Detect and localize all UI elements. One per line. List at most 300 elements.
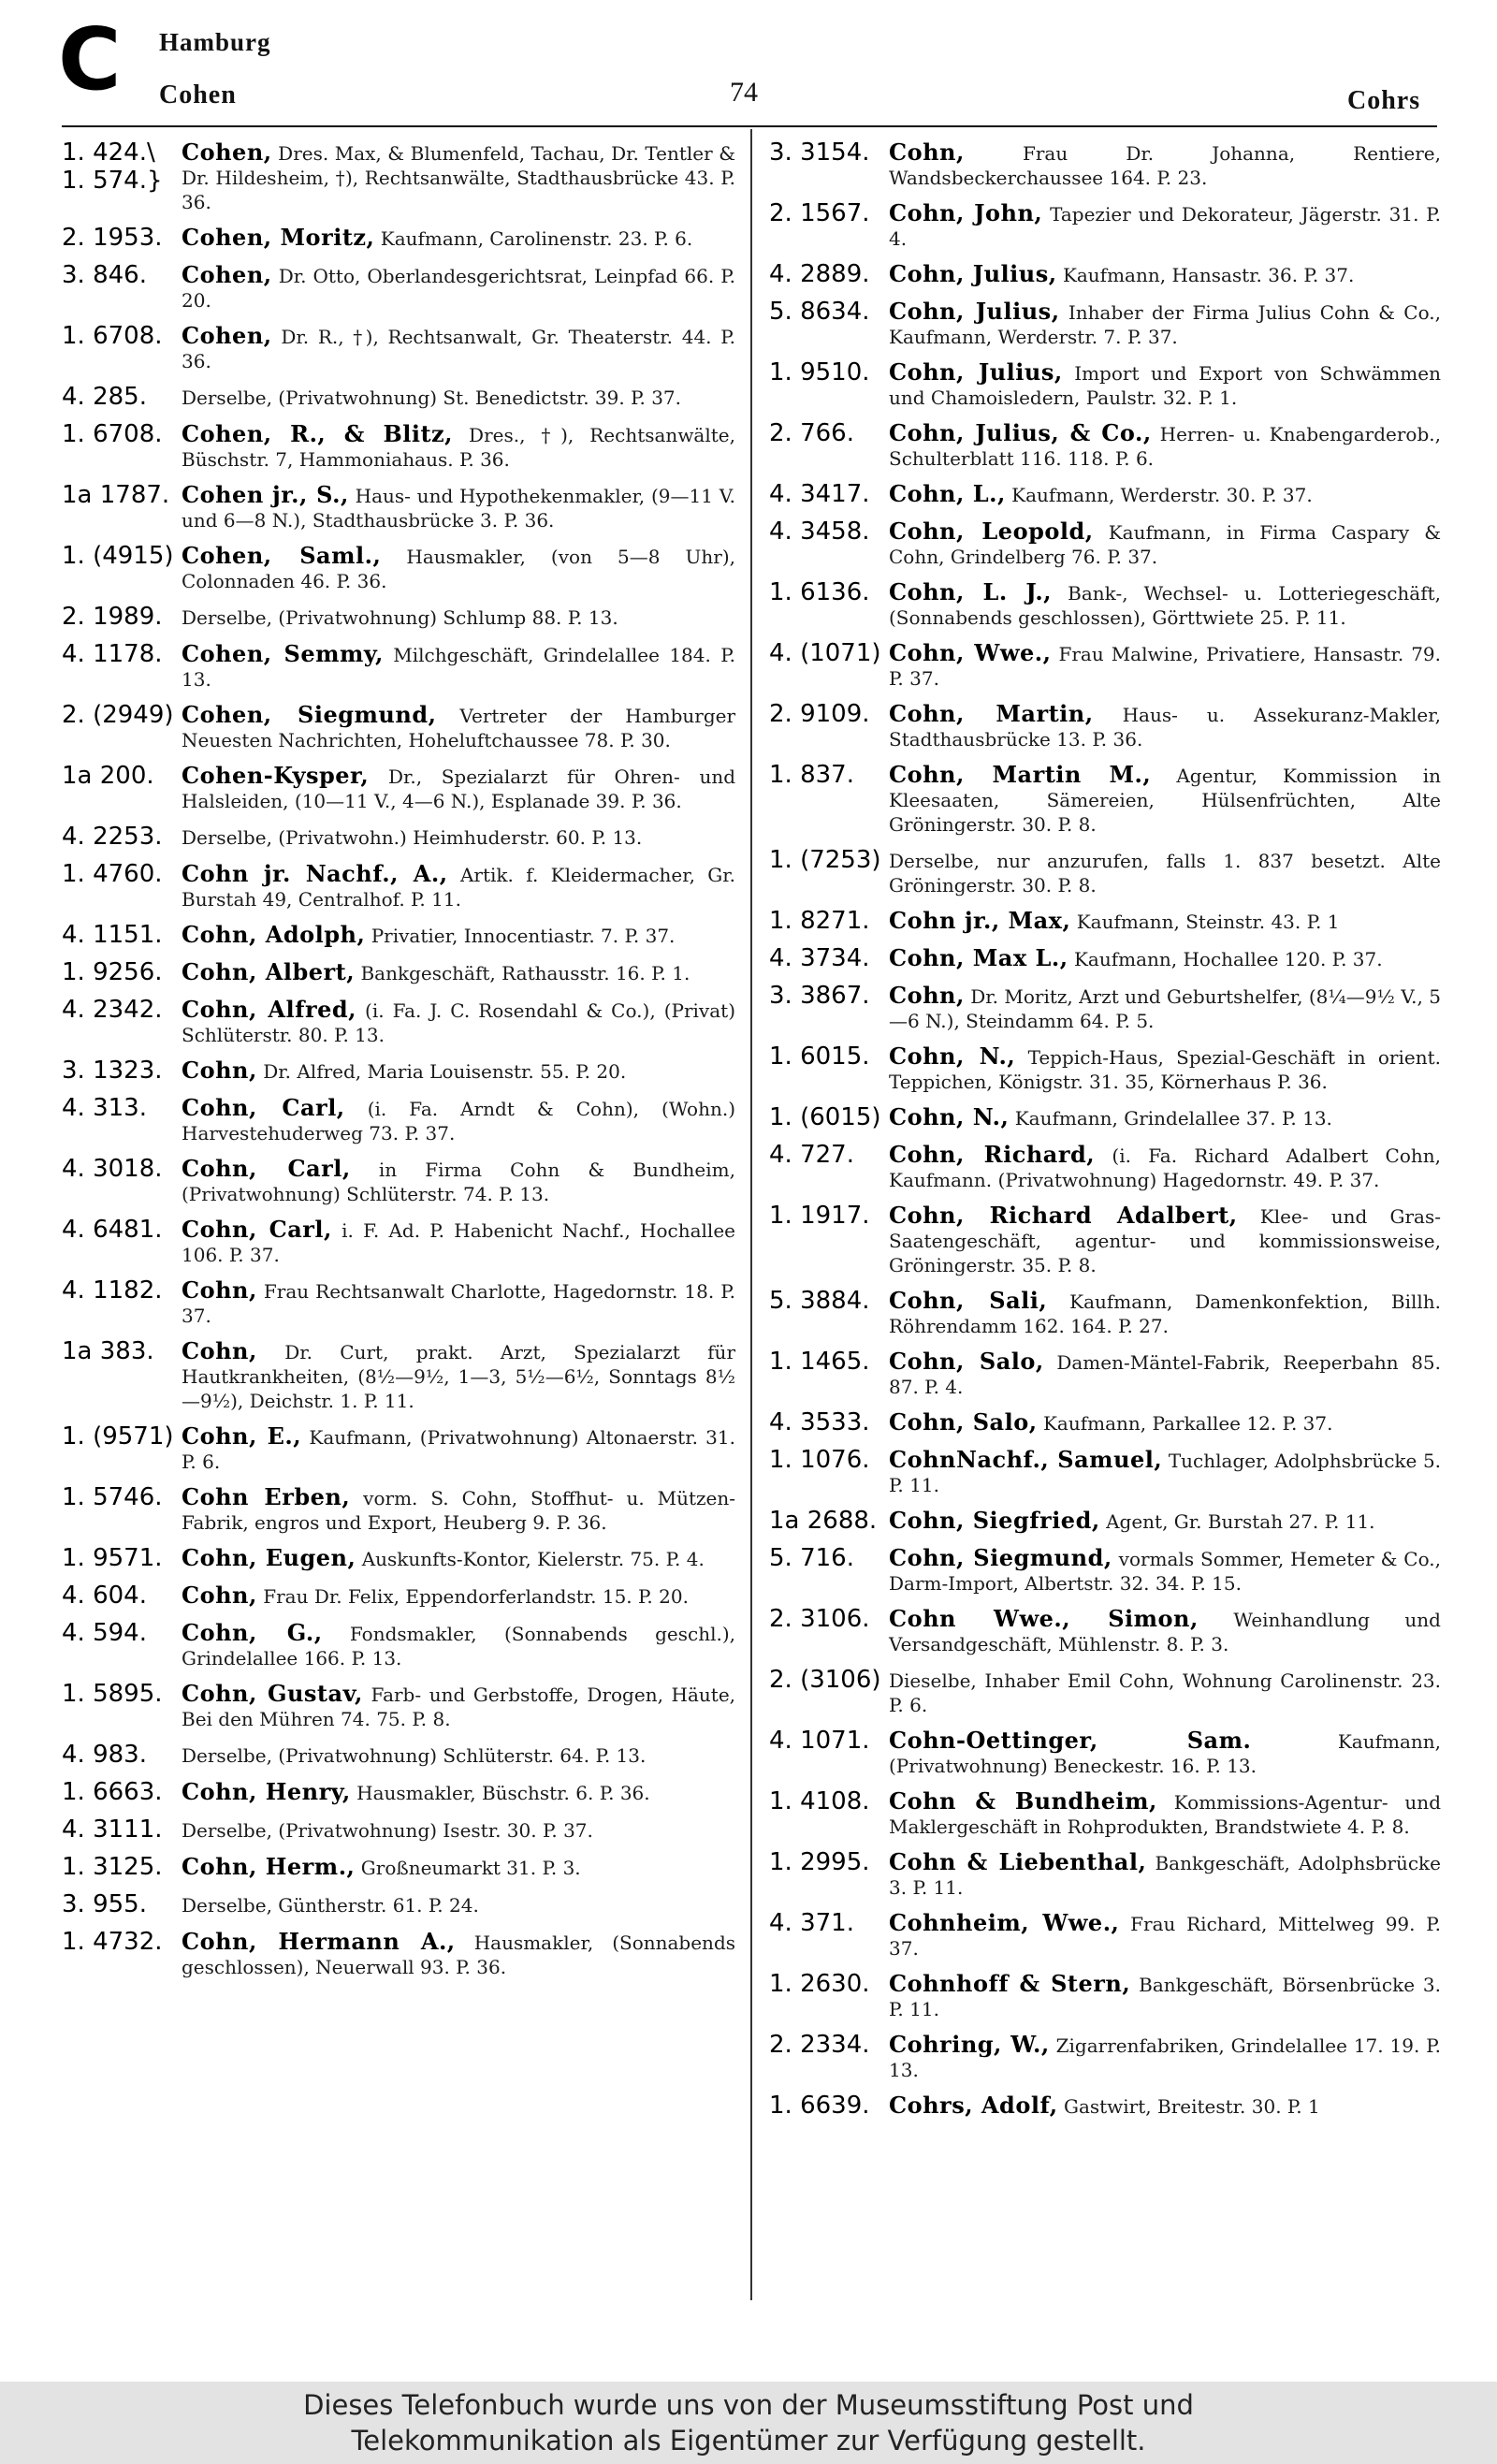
- entry-text: [182, 1276, 735, 1328]
- entry-text: [182, 1853, 735, 1880]
- phone-number: 1. 424.\ 1. 574.}: [62, 139, 163, 195]
- entry-name: Cohn & Bundheim,: [889, 1787, 1157, 1815]
- phone-number: 1. 837.: [769, 761, 854, 789]
- entry-detail: Inhaber der Firma Julius Cohn & Co., Kaufmann, Werderstr. 7. P. 37.: [889, 301, 1441, 348]
- directory-entry: [62, 1216, 735, 1267]
- directory-entry: [62, 603, 735, 631]
- entry-name: Cohn, Richard,: [889, 1141, 1096, 1168]
- directory-entry: [62, 383, 735, 411]
- directory-entry: [769, 139, 1441, 190]
- directory-entry: [769, 480, 1441, 508]
- entry-name: Cohn, Gustav,: [182, 1680, 363, 1707]
- phone-number: 2. (3106): [769, 1666, 881, 1694]
- phone-number: 1. 2995.: [769, 1848, 870, 1876]
- entry-detail: Damen-Mäntel-Fabrik, Reeperbahn 85. 87. P. 4.: [889, 1351, 1441, 1398]
- entry-detail: Import und Export von Schwämmen und Chamoisledern, Paulstr. 32. P. 1.: [889, 362, 1441, 409]
- entry-name: Cohen,: [182, 139, 272, 166]
- phone-number: 1. 9571.: [62, 1544, 163, 1572]
- entry-text: [182, 1094, 735, 1145]
- entry-text: [182, 1216, 735, 1267]
- entry-detail: Kaufmann, Steinstr. 43. P. 1: [1076, 911, 1340, 933]
- entry-detail: Dieselbe, Inhaber Emil Cohn, Wohnung Carolinenstr. 23. P. 6.: [889, 1669, 1441, 1716]
- entry-text: [182, 383, 735, 410]
- entry-name: Cohn-Oettinger, Sam.: [889, 1727, 1252, 1754]
- entry-detail: Kaufmann, Werderstr. 30. P. 37.: [1011, 484, 1313, 506]
- entry-text: [182, 542, 735, 593]
- entry-text: [182, 640, 735, 692]
- entry-text: [889, 480, 1441, 507]
- entry-text: [889, 944, 1441, 971]
- phone-number: 1. 5895.: [62, 1680, 163, 1708]
- phone-number: 2. 1567.: [769, 199, 870, 227]
- entry-detail: Tapezier und Dekorateur, Jägerstr. 31. P. 4.: [889, 203, 1441, 250]
- entry-text: [889, 578, 1441, 630]
- entry-detail: Bankgeschäft, Rathausstr. 16. P. 1.: [360, 962, 690, 984]
- phone-number: 4. 3111.: [62, 1815, 163, 1844]
- entry-name: Cohn, Leopold,: [889, 518, 1094, 545]
- entry-detail: Bankgeschäft, Adolphsbrücke 3. P. 11.: [889, 1852, 1441, 1899]
- phone-number: 1. (6015): [769, 1103, 881, 1131]
- header-rule: [62, 125, 1437, 127]
- entry-name: Cohn,: [182, 1582, 257, 1609]
- directory-entry: [769, 761, 1441, 837]
- entry-detail: Derselbe, (Privatwohnung) Isestr. 30. P. 37.: [182, 1819, 593, 1842]
- entry-name: Cohn, Julius,: [889, 358, 1063, 386]
- entry-text: [889, 358, 1441, 410]
- entry-name: Cohn, Richard Adalbert,: [889, 1202, 1238, 1229]
- phone-number: 1. (9571): [62, 1422, 174, 1451]
- phone-number: 4. 1151.: [62, 921, 163, 949]
- directory-entry: [62, 1422, 735, 1474]
- entry-name: Cohn jr. Nachf., A.,: [182, 860, 448, 887]
- phone-number: 1. 9256.: [62, 958, 163, 986]
- directory-entry: [769, 1507, 1441, 1535]
- directory-entry: [769, 1727, 1441, 1778]
- phone-number: 4. 2342.: [62, 996, 163, 1024]
- directory-entry: [769, 639, 1441, 691]
- entry-detail: Tuchlager, Adolphsbrücke 5. P. 11.: [889, 1450, 1442, 1496]
- entry-detail: Derselbe, (Privatwohnung) St. Benedictstr. 39. P. 37.: [182, 386, 682, 409]
- phone-number: 3. 1323.: [62, 1057, 163, 1085]
- entry-detail: Teppich-Haus, Spezial-Geschäft in orient. Teppichen, Königstr. 31. 35, Körnerhaus P. 36.: [889, 1046, 1442, 1093]
- phone-number: 1. 4108.: [769, 1787, 870, 1815]
- phone-number: 3. 3867.: [769, 982, 870, 1010]
- entry-detail: Kommissions-Agentur- und Maklergeschäft in Rohprodukten, Brandstwiete 4. P. 8.: [889, 1791, 1441, 1838]
- entry-text: [889, 1348, 1441, 1399]
- entry-text: [182, 701, 735, 752]
- entry-name: Cohn jr., Max,: [889, 907, 1071, 934]
- entry-name: Cohn, Julius,: [889, 298, 1060, 325]
- entry-text: [889, 1666, 1441, 1717]
- entry-name: Cohn, Siegfried,: [889, 1507, 1100, 1534]
- footer-line-2: Telekommunikation als Eigentümer zur Verfügung gestellt.: [351, 2425, 1146, 2457]
- entry-name: Cohn, Sali,: [889, 1287, 1048, 1314]
- entry-name: Cohn, John,: [889, 199, 1043, 226]
- phone-number: 4. 1182.: [62, 1276, 163, 1305]
- entry-text: [182, 1057, 735, 1084]
- entry-detail: Hausmakler, (Sonnabends geschlossen), Neuerwall 93. P. 36.: [182, 1932, 736, 1978]
- entry-text: [889, 982, 1441, 1033]
- entry-detail: Kaufmann, Parkallee 12. P. 37.: [1042, 1412, 1333, 1435]
- phone-number: 1. 8271.: [769, 907, 870, 935]
- phone-number: 5. 8634.: [769, 298, 870, 326]
- directory-entry: [62, 1582, 735, 1610]
- entry-name: Cohn,: [182, 1337, 257, 1364]
- directory-entry: [62, 420, 735, 472]
- entry-detail: Dres., †), Rechtsanwälte, Büschstr. 7, Hammoniahaus. P. 36.: [182, 424, 735, 471]
- entry-name: Cohen, Moritz,: [182, 224, 375, 251]
- entry-detail: Frau Richard, Mittelweg 99. P. 37.: [889, 1913, 1441, 1960]
- phone-number: 3. 955.: [62, 1890, 147, 1918]
- directory-entry: [62, 1815, 735, 1844]
- entry-detail: (i. Fa. J. C. Rosendahl & Co.), (Privat) Schlüterstr. 80. P. 13.: [182, 999, 735, 1046]
- directory-entry: [769, 1042, 1441, 1094]
- directory-entry: [62, 1890, 735, 1918]
- entry-text: [182, 1928, 735, 1979]
- phone-number: 4. 6481.: [62, 1216, 163, 1244]
- entry-text: [889, 1507, 1441, 1534]
- phone-number: 1. (4915): [62, 542, 174, 570]
- entry-detail: Großneumarkt 31. P. 3.: [360, 1857, 581, 1879]
- entry-text: [182, 1815, 735, 1843]
- entry-text: [182, 1337, 735, 1413]
- entry-detail: Kaufmann, Damenkonfektion, Billh. Röhrendamm 162. 164. P. 27.: [889, 1290, 1441, 1337]
- entry-text: [182, 603, 735, 630]
- entry-text: [182, 1890, 735, 1917]
- directory-entry: [62, 1094, 735, 1145]
- entry-detail: Dr. R., †), Rechtsanwalt, Gr. Theaterstr. 44. P. 36.: [182, 326, 736, 372]
- entry-detail: Fondsmakler, (Sonnabends geschl.), Grindelallee 166. P. 13.: [182, 1623, 735, 1669]
- phone-number: 5. 3884.: [769, 1287, 870, 1315]
- entry-text: [889, 639, 1441, 691]
- entry-detail: Dr. Alfred, Maria Louisenstr. 55. P. 20.: [263, 1060, 627, 1083]
- entry-name: Cohn, Julius, & Co.,: [889, 419, 1152, 446]
- entry-detail: Frau Rechtsanwalt Charlotte, Hagedornstr. 18. P. 37.: [182, 1280, 735, 1327]
- phone-number: 4. 371.: [769, 1909, 854, 1937]
- phone-number: 1a 2688.: [769, 1507, 878, 1535]
- entry-detail: Dr., Spezialarzt für Ohren- und Halsleiden, (10—11 V., 4—6 N.), Esplanade 39. P. 36.: [182, 765, 736, 812]
- entry-name: Cohn,: [182, 1276, 257, 1304]
- entry-detail: Dr. Otto, Oberlandesgerichtsrat, Leinpfad 66. P. 20.: [182, 265, 735, 312]
- entry-name: Cohn & Liebenthal,: [889, 1848, 1147, 1875]
- entry-name: Cohen-Kysper,: [182, 762, 370, 789]
- directory-entry: [62, 1057, 735, 1085]
- entry-name: Cohen,: [182, 322, 272, 349]
- phone-number: 4. 3417.: [769, 480, 870, 508]
- entry-name: Cohn, N.,: [889, 1042, 1016, 1070]
- phone-number: 1. 6663.: [62, 1778, 163, 1806]
- entry-text: [889, 1727, 1441, 1778]
- entry-detail: Kaufmann, Grindelallee 37. P. 13.: [1014, 1107, 1332, 1130]
- entry-detail: Derselbe, nur anzurufen, falls 1. 837 besetzt. Alte Gröningerstr. 30. P. 8.: [889, 850, 1441, 897]
- entry-name: Cohn,: [182, 1057, 257, 1084]
- entry-name: Cohn, Carl,: [182, 1216, 332, 1243]
- directory-entry: [62, 224, 735, 252]
- phone-number: 2. 9109.: [769, 700, 870, 728]
- entry-name: Cohn, Hermann A.,: [182, 1928, 456, 1955]
- entry-name: Cohn, E.,: [182, 1422, 302, 1450]
- phone-number: 1. (7253): [769, 846, 881, 874]
- phone-number: 2. 3106.: [769, 1605, 870, 1633]
- entry-name: Cohn, Siegmund,: [889, 1544, 1112, 1571]
- entry-name: Cohn, Adolph,: [182, 921, 366, 948]
- entry-detail: Kaufmann, (Privatwohnung) Beneckestr. 16. P. 13.: [889, 1730, 1441, 1777]
- entry-name: Cohn, Henry,: [182, 1778, 351, 1805]
- phone-number: 2. 2334.: [769, 2031, 870, 2059]
- phone-number: 1. 6708.: [62, 420, 163, 448]
- entry-text: [889, 1141, 1441, 1192]
- entry-name: Cohn, Martin,: [889, 700, 1094, 727]
- directory-entry: [769, 1408, 1441, 1436]
- phone-number: 3. 3154.: [769, 139, 870, 167]
- entry-text: [889, 2092, 1441, 2119]
- entry-text: [889, 419, 1441, 471]
- directory-entry: [769, 358, 1441, 410]
- entry-text: [182, 823, 735, 850]
- phone-number: 4. 2889.: [769, 260, 870, 288]
- entry-detail: Kaufmann, Hansastr. 36. P. 37.: [1062, 264, 1355, 286]
- entry-detail: Dres. Max, & Blumenfeld, Tachau, Dr. Tentler & Dr. Hildesheim, †), Rechtsanwälte, Stadthausbrücke 43. P. 36.: [182, 142, 736, 213]
- entry-text: [182, 481, 735, 532]
- entry-name: Cohn Erben,: [182, 1483, 351, 1510]
- entry-name: Cohring, W.,: [889, 2031, 1050, 2058]
- entry-text: [889, 1103, 1441, 1130]
- entry-name: Cohn, G.,: [182, 1619, 323, 1646]
- entry-name: Cohnheim, Wwe.,: [889, 1909, 1120, 1936]
- entry-detail: Haus- u. Assekuranz-Makler, Stadthausbrücke 13. P. 36.: [889, 704, 1441, 751]
- entry-text: [889, 1446, 1441, 1497]
- directory-entry: [769, 1544, 1441, 1596]
- directory-entry: [62, 701, 735, 752]
- phone-number: 4. 1071.: [769, 1727, 870, 1755]
- entry-detail: Kaufmann, Carolinenstr. 23. P. 6.: [380, 227, 693, 250]
- entry-detail: Weinhandlung und Versandgeschäft, Mühlenstr. 8. P. 3.: [889, 1609, 1441, 1655]
- phone-number: 1. 6015.: [769, 1042, 870, 1071]
- entry-text: [889, 1202, 1441, 1277]
- phone-number: 1. 4760.: [62, 860, 163, 888]
- phone-number: 1. 1076.: [769, 1446, 870, 1474]
- entry-name: Cohrs, Adolf,: [889, 2092, 1058, 2119]
- phone-number: 4. 3018.: [62, 1155, 163, 1183]
- phone-number: 5. 716.: [769, 1544, 854, 1572]
- directory-entry: [62, 1337, 735, 1413]
- phone-number: 1. 6136.: [769, 578, 870, 606]
- entry-detail: Artik. f. Kleidermacher, Gr. Burstah 49, Centralhof. P. 11.: [182, 864, 736, 911]
- entry-detail: Frau Dr. Johanna, Rentiere, Wandsbeckerchaussee 164. P. 23.: [889, 142, 1441, 189]
- phone-number: 4. 2253.: [62, 823, 163, 851]
- phone-number: 1a 1787.: [62, 481, 170, 509]
- phone-number: 4. 313.: [62, 1094, 147, 1122]
- entry-text: [182, 420, 735, 472]
- directory-entry: [769, 1287, 1441, 1338]
- left-column: [62, 139, 735, 1989]
- entry-name: Cohen,: [182, 261, 272, 288]
- directory-entry: [62, 139, 735, 214]
- entry-name: Cohn, L. J.,: [889, 578, 1053, 605]
- entry-text: [182, 1155, 735, 1206]
- entry-text: [182, 1422, 735, 1474]
- entry-text: [182, 1619, 735, 1670]
- entry-detail: Klee- und Gras-Saatengeschäft, agentur- und kommissionsweise, Gröningerstr. 35. P. 8.: [889, 1205, 1441, 1276]
- entry-text: [182, 860, 735, 911]
- entry-text: [182, 261, 735, 313]
- entry-text: [889, 1408, 1441, 1436]
- entry-detail: in Firma Cohn & Bundheim, (Privatwohnung) Schlüterstr. 74. P. 13.: [182, 1159, 735, 1205]
- directory-entry: [62, 958, 735, 986]
- entry-text: [889, 1970, 1441, 2021]
- directory-entry: [62, 1483, 735, 1535]
- phone-number: 1. 3125.: [62, 1853, 163, 1881]
- phone-number: 3. 846.: [62, 261, 147, 289]
- directory-entry: [62, 1155, 735, 1206]
- phone-number: 4. 3458.: [769, 518, 870, 546]
- phone-number: 1. 9510.: [769, 358, 870, 386]
- directory-entry: [769, 1909, 1441, 1961]
- phone-number: 1. 6639.: [769, 2092, 870, 2120]
- entry-text: [182, 139, 735, 214]
- entry-detail: Haus- und Hypothekenmakler, (9—11 V. und 6—8 N.), Stadthausbrücke 3. P. 36.: [182, 485, 735, 532]
- entry-detail: Derselbe, (Privatwohnung) Schlüterstr. 64. P. 13.: [182, 1744, 647, 1767]
- entry-detail: Bankgeschäft, Börsenbrücke 3. P. 11.: [889, 1974, 1442, 2020]
- entry-text: [889, 907, 1441, 934]
- directory-entry: [769, 260, 1441, 288]
- entry-detail: Kaufmann, (Privatwohnung) Altonaerstr. 31. P. 6.: [182, 1426, 735, 1473]
- entry-name: Cohn, Salo,: [889, 1348, 1044, 1375]
- entry-text: [889, 1787, 1441, 1839]
- entry-name: Cohn, Alfred,: [182, 996, 356, 1023]
- entry-name: CohnNachf., Samuel,: [889, 1446, 1163, 1473]
- entry-detail: Privatier, Innocentiastr. 7. P. 37.: [371, 925, 676, 947]
- directory-entry: [769, 1848, 1441, 1900]
- entry-detail: Dr. Moritz, Arzt und Geburtshelfer, (8¼—9½ V., 5—6 N.), Steindamm 64. P. 5.: [889, 985, 1441, 1032]
- entry-name: Cohn, L.,: [889, 480, 1006, 507]
- directory-entry: [62, 640, 735, 692]
- directory-entry: [769, 2031, 1441, 2082]
- entry-name: Cohn, Julius,: [889, 260, 1057, 287]
- entry-detail: vormals Sommer, Hemeter & Co., Darm-Import, Albertstr. 32. 34. P. 15.: [889, 1548, 1441, 1595]
- directory-entry: [62, 996, 735, 1047]
- section-letter: C: [58, 9, 122, 109]
- directory-entry: [769, 1202, 1441, 1277]
- entry-text: [182, 1680, 735, 1731]
- entry-detail: Vertreter der Hamburger Neuesten Nachrichten, Hoheluftchaussee 78. P. 30.: [182, 705, 736, 751]
- directory-entry: [769, 1141, 1441, 1192]
- entry-detail: Gastwirt, Breitestr. 30. P. 1: [1063, 2095, 1320, 2118]
- entry-detail: Zigarrenfabriken, Grindelallee 17. 19. P. 13.: [889, 2034, 1441, 2081]
- entry-detail: Agentur, Kommission in Kleesaaten, Sämereien, Hülsenfrüchten, Alte Gröningerstr. 30. P. 8.: [889, 765, 1442, 836]
- directory-entry: [769, 982, 1441, 1033]
- entry-name: Cohn, Max L.,: [889, 944, 1068, 971]
- directory-entry: [62, 1276, 735, 1328]
- phone-number: 1. 5746.: [62, 1483, 163, 1511]
- entry-text: [889, 518, 1441, 569]
- directory-entry: [769, 1103, 1441, 1131]
- directory-entry: [769, 1666, 1441, 1717]
- entry-name: Cohen jr., S.,: [182, 481, 349, 508]
- phone-number: 1. 2630.: [769, 1970, 870, 1998]
- phone-number: 2. 766.: [769, 419, 854, 447]
- entry-text: [182, 224, 735, 251]
- entry-text: [182, 1778, 735, 1805]
- directory-entry: [62, 762, 735, 813]
- phone-number: 2. (2949): [62, 701, 174, 729]
- first-entry-guide-word: Cohen: [159, 80, 237, 109]
- directory-entry: [62, 921, 735, 949]
- directory-entry: [62, 823, 735, 851]
- entry-name: Cohn, Eugen,: [182, 1544, 356, 1571]
- page-number: 74: [730, 77, 758, 108]
- entry-text: [889, 1042, 1441, 1094]
- phone-number: 4. 604.: [62, 1582, 147, 1610]
- phone-number: 2. 1953.: [62, 224, 163, 252]
- entry-text: [182, 1483, 735, 1535]
- directory-entry: [62, 1741, 735, 1769]
- directory-entry: [769, 518, 1441, 569]
- entry-detail: Milchgeschäft, Grindelallee 184. P. 13.: [182, 644, 735, 691]
- entry-name: Cohen, R., & Blitz,: [182, 420, 454, 447]
- directory-entry: [62, 1928, 735, 1979]
- footer-notice: [0, 2382, 1497, 2464]
- phone-number: 1. 1465.: [769, 1348, 870, 1376]
- entry-text: [889, 761, 1441, 837]
- footer-line-1: Dieses Telefonbuch wurde uns von der Museumsstiftung Post und: [303, 2389, 1194, 2421]
- directory-entry: [769, 1605, 1441, 1656]
- entry-text: [889, 1909, 1441, 1961]
- phone-number: 4. 3734.: [769, 944, 870, 972]
- directory-entry: [769, 1787, 1441, 1839]
- directory-entry: [62, 1778, 735, 1806]
- directory-entry: [769, 846, 1441, 897]
- entry-detail: (i. Fa. Richard Adalbert Cohn, Kaufmann. (Privatwohnung) Hagedornstr. 49. P. 37.: [889, 1145, 1441, 1191]
- entry-detail: Derselbe, Güntherstr. 61. P. 24.: [182, 1894, 479, 1917]
- entry-detail: Frau Malwine, Privatiere, Hansastr. 79. P. 37.: [889, 643, 1441, 690]
- entry-text: [889, 846, 1441, 897]
- phone-number: 1a 200.: [62, 762, 154, 790]
- entry-name: Cohen, Siegmund,: [182, 701, 437, 728]
- entry-name: Cohn, Albert,: [182, 958, 356, 985]
- entry-name: Cohn, Carl,: [182, 1094, 345, 1121]
- entry-text: [182, 996, 735, 1047]
- entry-text: [889, 2031, 1441, 2082]
- entry-detail: Farb- und Gerbstoffe, Drogen, Häute, Bei den Mühren 74. 75. P. 8.: [182, 1684, 736, 1730]
- directory-entry: [62, 1680, 735, 1731]
- entry-name: Cohn, Herm.,: [182, 1853, 356, 1880]
- phone-number: 2. 1989.: [62, 603, 163, 631]
- directory-entry: [769, 907, 1441, 935]
- entry-text: [889, 1848, 1441, 1900]
- entry-detail: Herren- u. Knabengarderob., Schulterblatt 116. 118. P. 6.: [889, 423, 1441, 470]
- phone-number: 4. (1071): [769, 639, 881, 667]
- entry-name: Cohn,: [889, 982, 965, 1009]
- phone-number: 4. 983.: [62, 1741, 147, 1769]
- entry-name: Cohn, Martin M.,: [889, 761, 1152, 788]
- city-name: Hamburg: [159, 28, 271, 56]
- entry-text: [889, 1544, 1441, 1596]
- directory-entry: [769, 298, 1441, 349]
- directory-entry: [62, 1619, 735, 1670]
- entry-name: Cohn,: [889, 139, 965, 166]
- entry-text: [182, 1582, 735, 1609]
- entry-detail: Derselbe, (Privatwohn.) Heimhuderstr. 60. P. 13.: [182, 826, 643, 849]
- entry-text: [889, 298, 1441, 349]
- directory-entry: [62, 1853, 735, 1881]
- entry-text: [182, 1544, 735, 1571]
- directory-entry: [769, 419, 1441, 471]
- entry-detail: Kaufmann, Hochallee 120. P. 37.: [1073, 948, 1383, 970]
- directory-entry: [62, 860, 735, 911]
- entry-name: Cohn, Wwe.,: [889, 639, 1052, 666]
- entry-name: Cohn Wwe., Simon,: [889, 1605, 1199, 1632]
